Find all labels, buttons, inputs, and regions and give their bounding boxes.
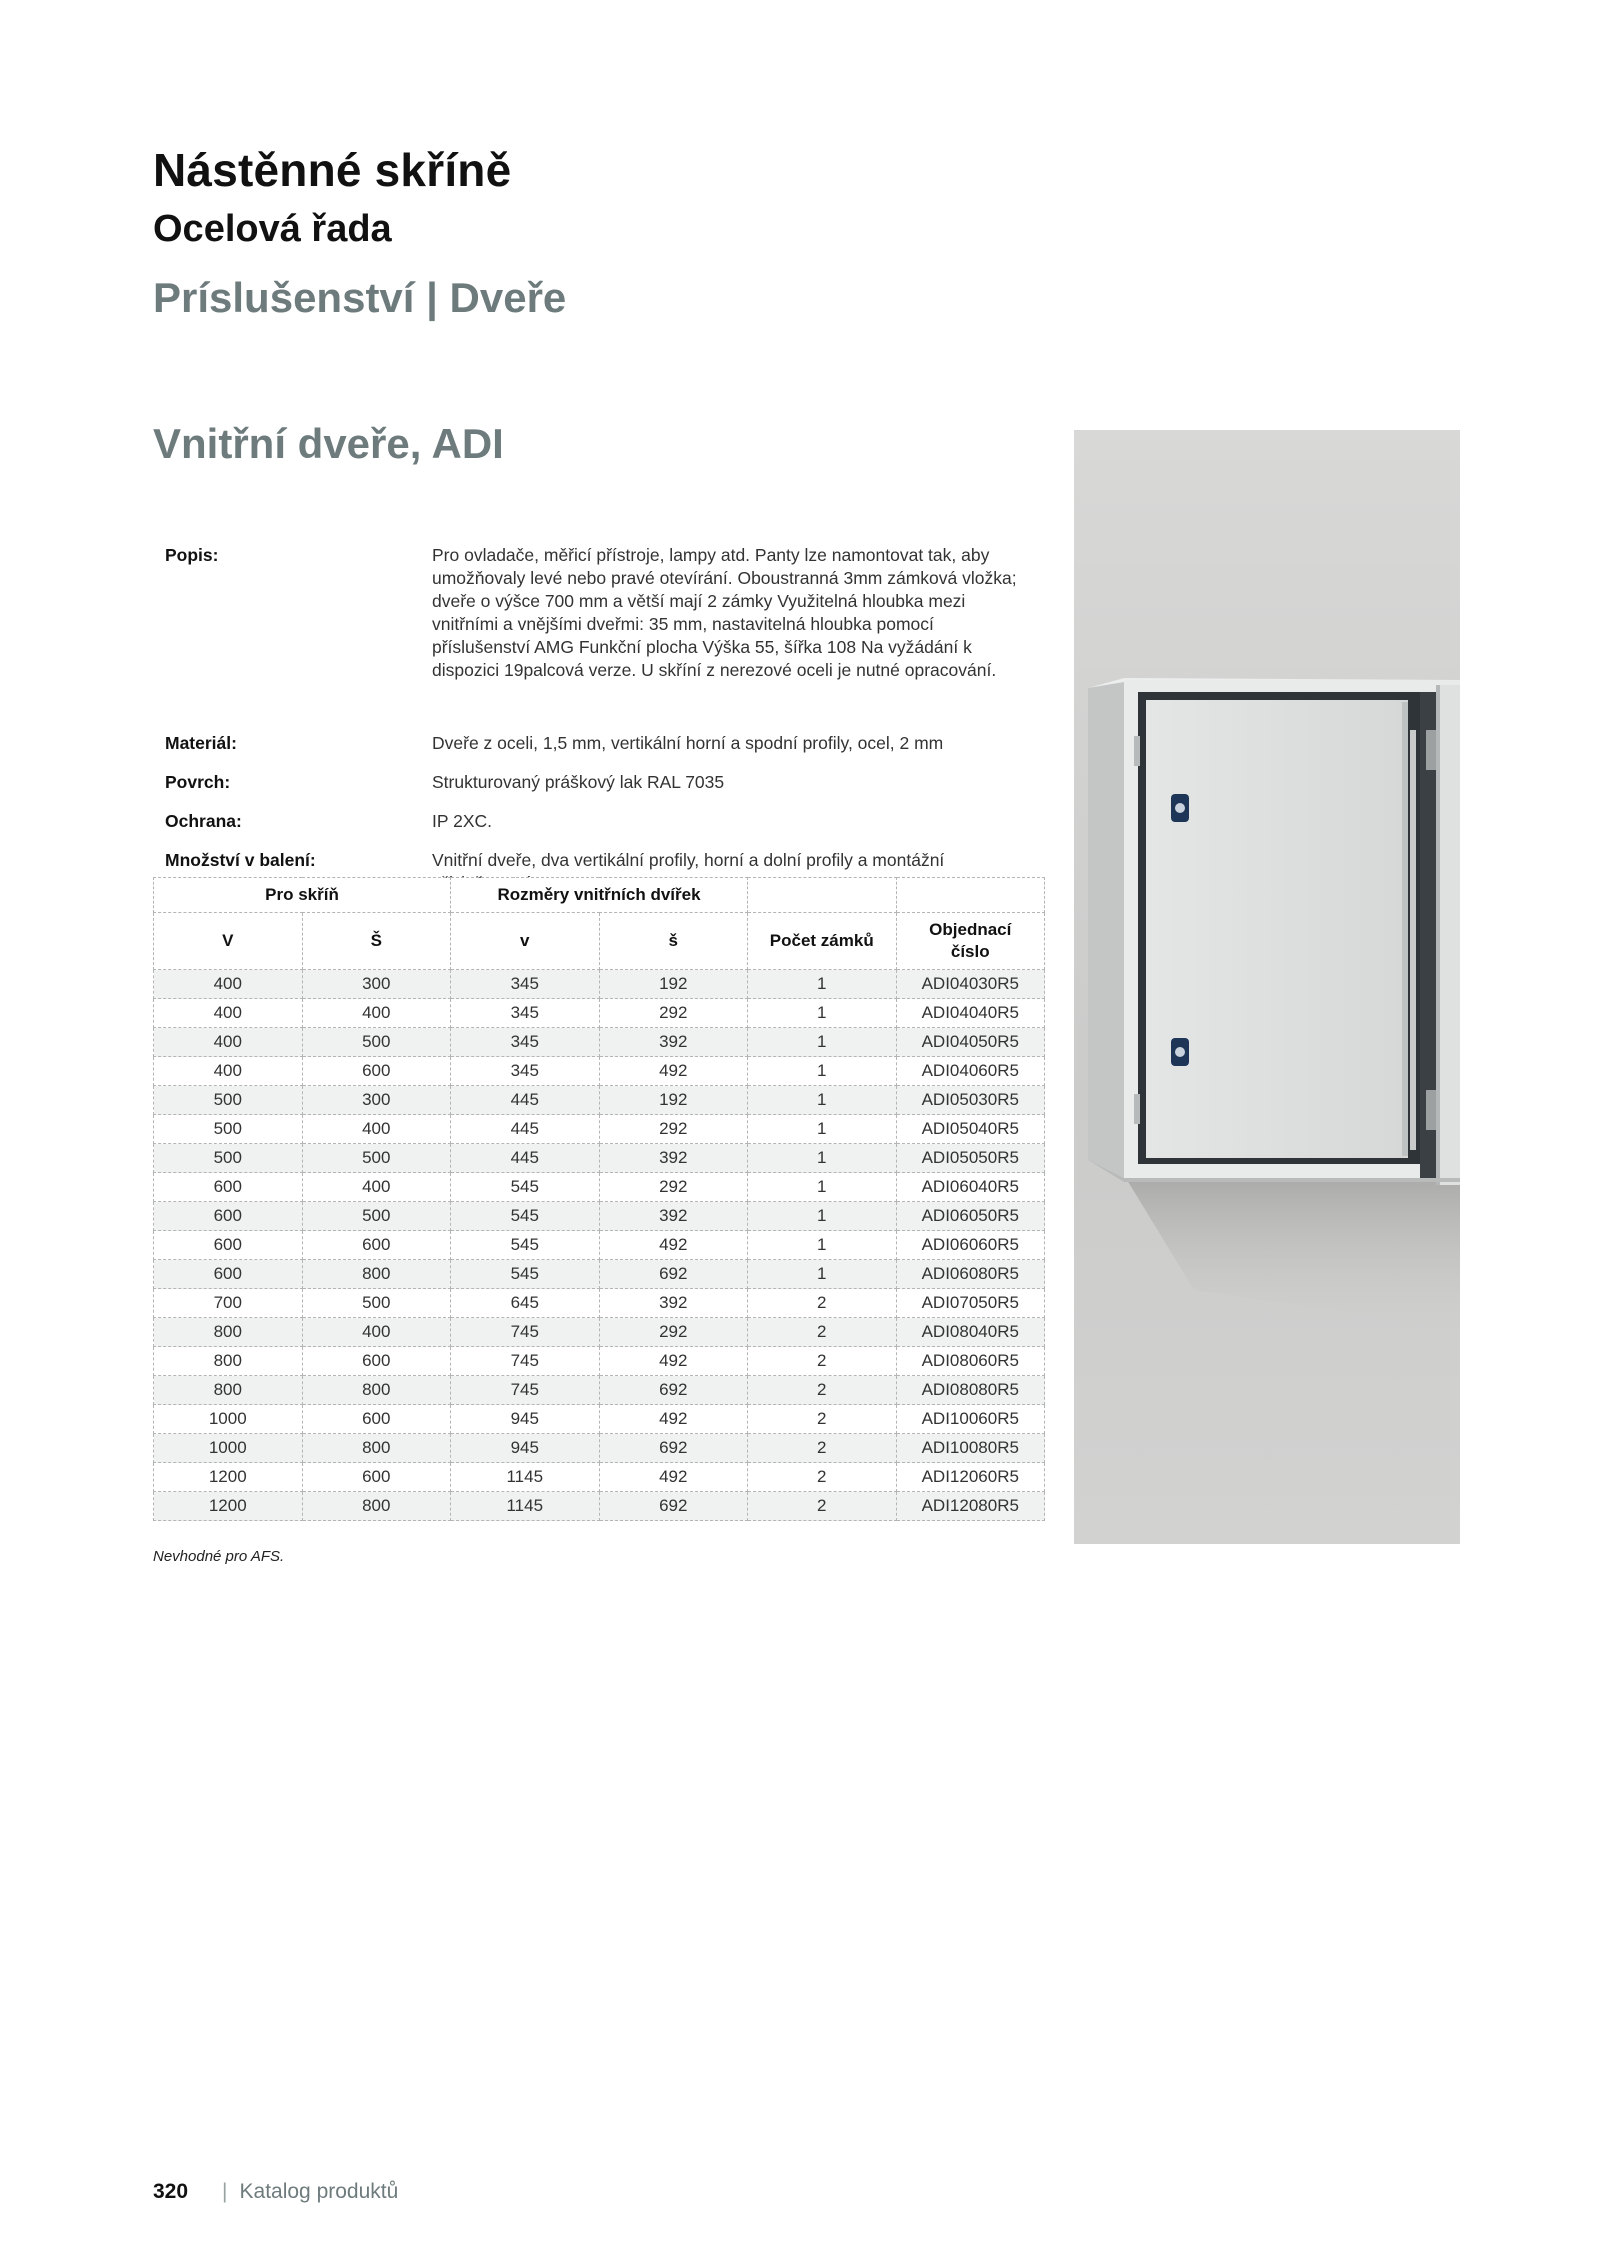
catalog-label: Katalog produktů [239, 2180, 399, 2203]
table-cell: 545 [451, 1173, 600, 1202]
property-label: Ochrana: [165, 811, 242, 831]
table-cell: 692 [599, 1260, 748, 1289]
property-material [165, 732, 1045, 771]
table-cell: 300 [302, 1086, 451, 1115]
table-cell: ADI05030R5 [896, 1086, 1045, 1115]
cabinet-illustration [1074, 430, 1460, 1544]
table-cell: 2 [748, 1405, 897, 1434]
dimension-table [153, 877, 1045, 1521]
table-row [154, 1260, 1045, 1289]
table-row [154, 1318, 1045, 1347]
table-cell: 500 [302, 1202, 451, 1231]
table-cell: 745 [451, 1347, 600, 1376]
table-cell: 2 [748, 1347, 897, 1376]
table-cell: 2 [748, 1492, 897, 1521]
table-cell: 345 [451, 1057, 600, 1086]
table-cell: 2 [748, 1318, 897, 1347]
table-cell: 2 [748, 1463, 897, 1492]
table-cell: 692 [599, 1376, 748, 1405]
table-cell: 1 [748, 1028, 897, 1057]
table-cell: 492 [599, 1231, 748, 1260]
table-cell: 692 [599, 1434, 748, 1463]
table-cell: 800 [154, 1347, 303, 1376]
table-cell: 400 [302, 999, 451, 1028]
table-row [154, 1492, 1045, 1521]
property-value: Strukturovaný práškový lak RAL 7035 [432, 772, 725, 792]
table-cell: 292 [599, 1115, 748, 1144]
table-cell: 745 [451, 1376, 600, 1405]
table-cell: 392 [599, 1202, 748, 1231]
section-title: Príslušenství | Dveře [153, 274, 567, 321]
property-label: Materiál: [165, 733, 237, 753]
table-body [154, 970, 1045, 1521]
table-cell: 492 [599, 1463, 748, 1492]
table-row [154, 1086, 1045, 1115]
table-row [154, 1231, 1045, 1260]
page-title: Nástěnné skříně [153, 144, 512, 196]
column-header: Š [302, 913, 451, 970]
table-cell: 400 [302, 1318, 451, 1347]
table-cell: 800 [154, 1376, 303, 1405]
property-value: Pro ovladače, měřicí přístroje, lampy atd. Panty lze namontovat tak, aby umožňovaly levé nebo pravé otevírání. Oboustranná 3mm zámková vložka; dveře o výšce 700 mm a větší mají 2 zámky Využitelná hloubka mezi vnitřními a vnějšími dveřmi: 35 mm, nastavitelná hloubka pomocí příslušenství AMG Funkční plocha Výška 55, šířka 108 Na vyžádání k dispozici 19palcová verze. U skříní z nerezové oceli je nutné opracování. [432, 545, 1017, 680]
table-cell: 292 [599, 999, 748, 1028]
table-cell: 600 [302, 1057, 451, 1086]
table-cell: 1000 [154, 1434, 303, 1463]
table-cell: 400 [154, 1028, 303, 1057]
table-cell: 800 [302, 1260, 451, 1289]
table-cell: 500 [154, 1115, 303, 1144]
table-cell: 800 [154, 1318, 303, 1347]
property-label: Množství v balení: [165, 850, 316, 870]
table-cell: 345 [451, 970, 600, 999]
table-cell: 492 [599, 1347, 748, 1376]
table-cell: 600 [154, 1231, 303, 1260]
page-subtitle: Ocelová řada [153, 208, 392, 250]
footnote: Nevhodné pro AFS. [153, 1548, 285, 1565]
column-header: V [154, 913, 303, 970]
table-cell: 292 [599, 1318, 748, 1347]
table-cell: 800 [302, 1434, 451, 1463]
table-cell: 400 [154, 999, 303, 1028]
table-cell: 500 [302, 1028, 451, 1057]
table-row [154, 1347, 1045, 1376]
group-header-door: Rozměry vnitřních dvířek [451, 878, 748, 913]
table-cell: ADI10080R5 [896, 1434, 1045, 1463]
table-cell: 1 [748, 1115, 897, 1144]
table-cell: 600 [154, 1260, 303, 1289]
table-row [154, 1463, 1045, 1492]
table-cell: 600 [154, 1202, 303, 1231]
table-cell: ADI04040R5 [896, 999, 1045, 1028]
table-row [154, 1028, 1045, 1057]
table-cell: 545 [451, 1231, 600, 1260]
column-header: Počet zámků [748, 913, 897, 970]
table-cell: 392 [599, 1028, 748, 1057]
table-cell: 392 [599, 1289, 748, 1318]
property-surface [165, 771, 1045, 810]
table-cell: ADI05050R5 [896, 1144, 1045, 1173]
table-cell: ADI04060R5 [896, 1057, 1045, 1086]
table-cell: 1 [748, 1260, 897, 1289]
table-cell: 1000 [154, 1405, 303, 1434]
table-row [154, 1376, 1045, 1405]
table-row [154, 1144, 1045, 1173]
table-cell: ADI08080R5 [896, 1376, 1045, 1405]
table-cell: ADI12060R5 [896, 1463, 1045, 1492]
table-row [154, 1057, 1045, 1086]
column-header: Objednací číslo [896, 913, 1045, 970]
table-cell: 1 [748, 1231, 897, 1260]
table-cell: 392 [599, 1144, 748, 1173]
table-row [154, 1405, 1045, 1434]
table-cell: ADI08060R5 [896, 1347, 1045, 1376]
product-photo [1074, 430, 1460, 1544]
table-row [154, 1173, 1045, 1202]
table-cell: 600 [302, 1405, 451, 1434]
table-cell: ADI12080R5 [896, 1492, 1045, 1521]
table-cell: 545 [451, 1202, 600, 1231]
property-value: IP 2XC. [432, 811, 492, 831]
page-footer [153, 2180, 398, 2204]
table-cell: 345 [451, 999, 600, 1028]
table-cell: 300 [302, 970, 451, 999]
property-list [165, 544, 1045, 888]
table-cell: 445 [451, 1086, 600, 1115]
table-cell: 800 [302, 1376, 451, 1405]
table-cell: 745 [451, 1318, 600, 1347]
footer-separator: | [222, 2180, 228, 2203]
table-cell: 500 [154, 1086, 303, 1115]
property-description [165, 544, 1045, 732]
table-row [154, 1289, 1045, 1318]
table-cell: 445 [451, 1115, 600, 1144]
table-cell: 700 [154, 1289, 303, 1318]
table-cell: ADI04050R5 [896, 1028, 1045, 1057]
table-cell: ADI08040R5 [896, 1318, 1045, 1347]
product-title: Vnitřní dveře, ADI [153, 420, 504, 467]
table-cell: ADI04030R5 [896, 970, 1045, 999]
table-cell: 945 [451, 1434, 600, 1463]
table-cell: 400 [154, 970, 303, 999]
property-protection [165, 810, 1045, 849]
table-cell: 345 [451, 1028, 600, 1057]
column-header: š [599, 913, 748, 970]
table-cell: 545 [451, 1260, 600, 1289]
table-cell: 2 [748, 1289, 897, 1318]
group-header-cabinet: Pro skříň [154, 878, 451, 913]
table-cell: 445 [451, 1144, 600, 1173]
property-label: Popis: [165, 545, 219, 565]
table-cell: 292 [599, 1173, 748, 1202]
column-header: v [451, 913, 600, 970]
table-cell: 2 [748, 1376, 897, 1405]
table-cell: 600 [302, 1231, 451, 1260]
table-cell: 1 [748, 1144, 897, 1173]
table-cell: ADI10060R5 [896, 1405, 1045, 1434]
table-cell: 1145 [451, 1492, 600, 1521]
table-cell: 1 [748, 1202, 897, 1231]
table-cell: 1 [748, 999, 897, 1028]
table-cell: 492 [599, 1057, 748, 1086]
table-cell: 945 [451, 1405, 600, 1434]
table-cell: 192 [599, 1086, 748, 1115]
table-cell: ADI05040R5 [896, 1115, 1045, 1144]
table-row [154, 970, 1045, 999]
table-row [154, 1434, 1045, 1463]
table-cell: 645 [451, 1289, 600, 1318]
property-label: Povrch: [165, 772, 231, 792]
property-value: Vnitřní dveře, dva vertikální profily, horní a dolní profily a montážní [432, 850, 945, 870]
table-cell: 1200 [154, 1492, 303, 1521]
table-cell: 500 [302, 1289, 451, 1318]
table-cell: 492 [599, 1405, 748, 1434]
table-cell: 600 [302, 1347, 451, 1376]
table-cell: 192 [599, 970, 748, 999]
table-cell: 1200 [154, 1463, 303, 1492]
table-cell: 500 [302, 1144, 451, 1173]
table-cell: 400 [302, 1115, 451, 1144]
table-cell: ADI06050R5 [896, 1202, 1045, 1231]
page-number: 320 [153, 2180, 189, 2203]
table-cell: ADI06060R5 [896, 1231, 1045, 1260]
table-cell: ADI06080R5 [896, 1260, 1045, 1289]
group-header-empty [748, 878, 897, 913]
table-cell: 2 [748, 1434, 897, 1463]
table-cell: 1145 [451, 1463, 600, 1492]
table-row [154, 1202, 1045, 1231]
group-header-empty [896, 878, 1045, 913]
property-value: Dveře z oceli, 1,5 mm, vertikální horní a spodní profily, ocel, 2 mm [432, 733, 944, 753]
table-cell: 400 [154, 1057, 303, 1086]
table-row [154, 1115, 1045, 1144]
table-cell: 600 [302, 1463, 451, 1492]
table-cell: 1 [748, 1086, 897, 1115]
table-cell: 1 [748, 1057, 897, 1086]
table-cell: 500 [154, 1144, 303, 1173]
table-cell: ADI06040R5 [896, 1173, 1045, 1202]
table-cell: 1 [748, 1173, 897, 1202]
table-cell: 600 [154, 1173, 303, 1202]
table-cell: 692 [599, 1492, 748, 1521]
table-row [154, 999, 1045, 1028]
table-cell: 1 [748, 970, 897, 999]
table-cell: 400 [302, 1173, 451, 1202]
table-cell: ADI07050R5 [896, 1289, 1045, 1318]
table-cell: 800 [302, 1492, 451, 1521]
